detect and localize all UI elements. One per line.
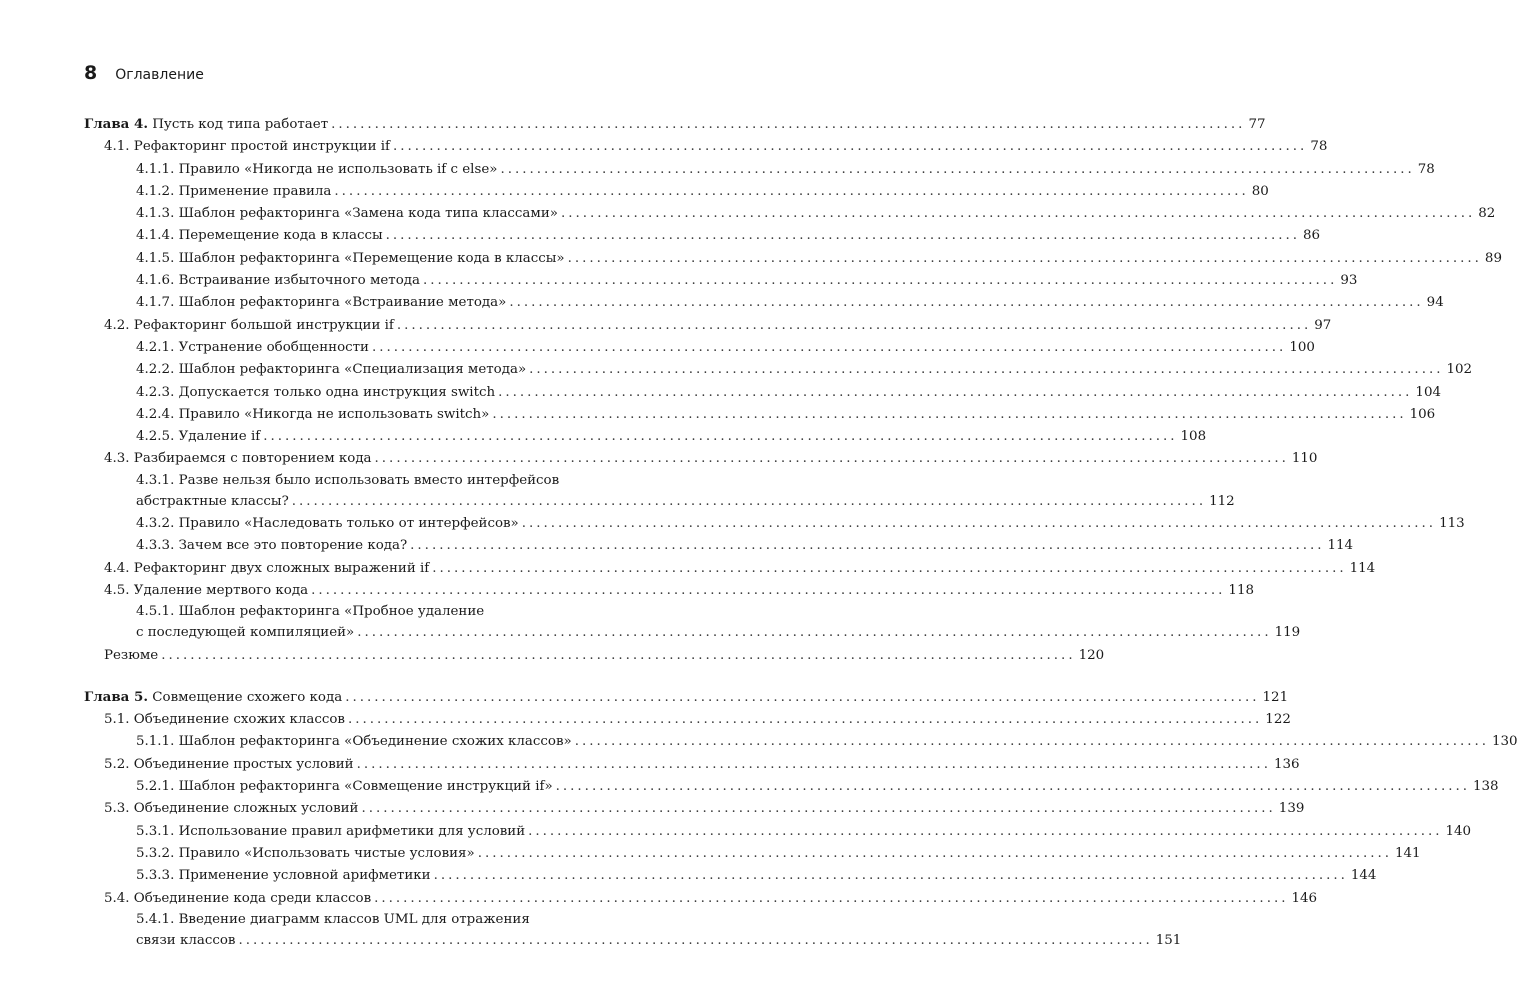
leader-dots: .............................................................................................................................. [357,625,1272,641]
toc-entry-4-1-4[interactable] [84,225,1321,247]
entry-title: Резюме [104,647,159,663]
toc-entry-4-2-1[interactable] [84,337,1315,359]
leader-dots: .............................................................................................................................. [371,339,1287,355]
chapter-title: Совмещение схожего кода [148,689,343,705]
entry-title-continued: связи классов [136,932,236,948]
page-ref: 119 [1274,625,1301,641]
toc-entry-5-3-2[interactable] [84,843,1421,865]
leader-dots: .............................................................................................................................. [410,538,1325,554]
leader-dots: .............................................................................................................................. [433,868,1348,884]
leader-dots: .............................................................................................................................. [567,250,1482,266]
toc-entry-4-3-1-line1[interactable] [84,471,626,491]
entry-title: 5.2.1. Шаблон рефакторинга «Совмещение инструкций if» [136,779,553,795]
page-ref: 139 [1278,801,1305,817]
leader-dots: .............................................................................................................................. [263,429,1178,445]
toc-entry-5-3-1[interactable] [84,821,1472,843]
toc-entry-4-3[interactable] [84,448,1318,470]
entry-title: 4.1.6. Встраивание избыточного метода [136,273,420,289]
page-ref: 78 [1310,139,1328,155]
leader-dots: .............................................................................................................................. [521,516,1437,532]
entry-title-continued: с последующей компиляцией» [136,625,355,641]
toc-entry-4-2-3[interactable] [84,382,1441,404]
toc-entry-5-2-1[interactable] [84,776,1499,798]
toc-entry-5-4[interactable] [84,888,1318,910]
toc-entry-4-1[interactable] [84,136,1328,158]
toc-entry-summary[interactable] [84,645,1105,667]
entry-title: 4.1.4. Перемещение кода в классы [136,228,383,244]
page-ref: 136 [1273,756,1300,772]
entry-title: 4.1.5. Шаблон рефакторинга «Перемещение кода в классы» [136,250,565,266]
entry-title: 5.3.3. Применение условной арифметики [136,868,431,884]
toc-entry-5-3-3[interactable] [84,865,1377,887]
leader-dots: .............................................................................................................................. [560,206,1476,222]
entry-title: 4.1.2. Применение правила [136,183,332,199]
page-ref: 146 [1291,890,1318,906]
toc-entry-4-1-2[interactable] [84,181,1269,203]
entry-title: 4.3. Разбираемся с повторением кода [104,451,372,467]
page-ref: 89 [1484,250,1502,266]
leader-dots: .............................................................................................................................. [374,451,1289,467]
leader-dots: .............................................................................................................................. [528,823,1443,839]
toc-entry-4-3-3[interactable] [84,535,1354,557]
toc-entry-5-2[interactable] [84,754,1300,776]
entry-title: 4.3.3. Зачем все это повторение кода? [136,538,408,554]
chapter-gap [84,667,626,687]
entry-title: 5.1. Объединение схожих классов [104,712,345,728]
leader-dots: .............................................................................................................................. [498,384,1413,400]
page-ref: 93 [1340,273,1358,289]
toc-entry-5-1[interactable] [84,709,1291,731]
toc-entry-4-2-2[interactable] [84,359,1473,381]
leader-dots: .............................................................................................................................. [423,273,1338,289]
leader-dots: .............................................................................................................................. [477,845,1393,861]
entry-title: 5.1.1. Шаблон рефакторинга «Объединение схожих классов» [136,734,572,750]
page-ref: 106 [1409,406,1436,422]
page-ref: 112 [1209,493,1235,509]
leader-dots: .............................................................................................................................. [356,756,1271,772]
leader-dots: .............................................................................................................................. [432,560,1347,576]
page-ref: 130 [1492,734,1518,750]
page-ref: 140 [1445,823,1472,839]
page-ref: 121 [1262,689,1289,705]
entry-title: 5.3. Объединение сложных условий [104,801,359,817]
page-header [84,62,204,84]
entry-title: 4.4. Рефакторинг двух сложных выражений if [104,560,430,576]
page-ref: 78 [1417,161,1435,177]
page-ref: 113 [1439,516,1465,532]
page-ref: 102 [1446,362,1473,378]
page-ref: 77 [1248,117,1266,132]
leader-dots: .............................................................................................................................. [396,317,1312,333]
page-ref: 122 [1265,712,1291,728]
toc-entry-4-5-1[interactable] [84,622,1301,644]
page-ref: 141 [1395,845,1421,861]
page-ref: 104 [1415,384,1441,400]
toc-entry-4-2[interactable] [84,315,1332,337]
page-ref: 138 [1472,779,1499,795]
leader-dots: .............................................................................................................................. [374,890,1289,906]
running-title: Оглавление [115,67,204,83]
leader-dots: .............................................................................................................................. [334,183,1249,199]
page-ref: 94 [1426,295,1444,311]
entry-title: 4.1. Рефакторинг простой инструкции if [104,139,390,155]
toc-entry-4-5-1-line1[interactable] [84,602,626,622]
entry-title: 4.5. Удаление мертвого кода [104,582,309,598]
toc-entry-4-3-1[interactable] [84,491,1235,513]
entry-title: 4.3.2. Правило «Наследовать только от интерфейсов» [136,516,519,532]
leader-dots: .............................................................................................................................. [574,734,1490,750]
entry-title: 4.2.1. Устранение обобщенности [136,339,369,355]
entry-title: 4.2. Рефакторинг большой инструкции if [104,317,394,333]
leader-dots: .............................................................................................................................. [392,139,1308,155]
toc-chapter-5[interactable] [84,687,1289,709]
table-of-contents [84,114,1518,952]
page-ref: 97 [1314,317,1332,333]
toc-entry-5-4-1[interactable] [84,930,1182,952]
leader-dots: .............................................................................................................................. [555,779,1470,795]
toc-entry-4-4[interactable] [84,558,1376,580]
chapter-label: Глава 4. [84,116,148,132]
leader-dots: .............................................................................................................................. [311,582,1226,598]
leader-dots: .............................................................................................................................. [361,801,1276,817]
leader-dots: .............................................................................................................................. [385,228,1300,244]
page-ref: 114 [1349,560,1376,576]
page-ref: 120 [1078,647,1105,663]
entry-title: 4.2.4. Правило «Никогда не использовать switch» [136,406,490,422]
toc-entry-5-3[interactable] [84,798,1305,820]
toc-entry-4-1-6[interactable] [84,270,1358,292]
toc-entry-5-1-1[interactable] [84,731,1518,753]
entry-title: 5.2. Объединение простых условий [104,756,354,772]
leader-dots: .............................................................................................................................. [492,406,1407,422]
page-ref: 86 [1302,228,1321,244]
toc-entry-5-4-1-line1[interactable] [84,910,626,930]
toc-entry-4-1-5[interactable] [84,248,1502,270]
toc-entry-4-2-5[interactable] [84,426,1207,448]
entry-title: 5.3.1. Использование правил арифметики для условий [136,823,526,839]
toc-entry-4-3-2[interactable] [84,513,1465,535]
entry-title: 4.2.2. Шаблон рефакторинга «Специализация метода» [136,362,527,378]
leader-dots: .............................................................................................................................. [238,932,1153,948]
page-ref: 100 [1289,339,1315,355]
entry-title: 4.2.3. Допускается только одна инструкция switch [136,384,496,400]
chapter-label: Глава 5. [84,688,148,705]
leader-dots: .............................................................................................................................. [331,117,1246,132]
page-ref: 110 [1291,451,1318,467]
leader-dots: .............................................................................................................................. [161,647,1076,663]
page-ref: 144 [1350,868,1377,884]
leader-dots: .............................................................................................................................. [529,362,1444,378]
page-ref: 108 [1180,429,1207,445]
entry-title: 4.3.1. Разве нельзя было использовать вместо интерфейсов [136,472,560,488]
page-ref: 82 [1478,206,1496,222]
leader-dots: .............................................................................................................................. [500,161,1415,177]
page-number: 8 [84,62,98,84]
entry-title: 5.4.1. Введение диаграмм классов UML для отражения [136,911,530,927]
entry-title: 5.4. Объединение кода среди классов [104,890,372,906]
toc-entry-4-1-1[interactable] [84,159,1435,181]
toc-chapter-4[interactable] [84,114,1266,136]
leader-dots: .............................................................................................................................. [347,712,1263,728]
toc-entry-4-1-7[interactable] [84,292,1444,314]
toc-entry-4-5[interactable] [84,580,1254,602]
page-ref: 114 [1327,538,1354,554]
entry-title: 4.1.3. Шаблон рефакторинга «Замена кода типа классами» [136,206,558,222]
page-ref: 151 [1155,932,1182,948]
entry-title: 4.5.1. Шаблон рефакторинга «Пробное удаление [136,604,485,620]
page-ref: 80 [1251,183,1269,199]
entry-title-continued: абстрактные классы? [136,493,289,509]
toc-entry-4-1-3[interactable] [84,203,1496,225]
entry-title: 4.1.7. Шаблон рефакторинга «Встраивание метода» [136,295,507,311]
toc-entry-4-2-4[interactable] [84,404,1436,426]
page-ref: 118 [1228,582,1254,598]
leader-dots: .............................................................................................................................. [509,295,1424,311]
chapter-title: Пусть код типа работает [148,117,329,132]
leader-dots: .............................................................................................................................. [291,493,1207,509]
entry-title: 5.3.2. Правило «Использовать чистые условия» [136,845,475,861]
entry-title: 4.2.5. Удаление if [136,429,261,445]
leader-dots: .............................................................................................................................. [345,689,1260,705]
entry-title: 4.1.1. Правило «Никогда не использовать if с else» [136,161,498,177]
